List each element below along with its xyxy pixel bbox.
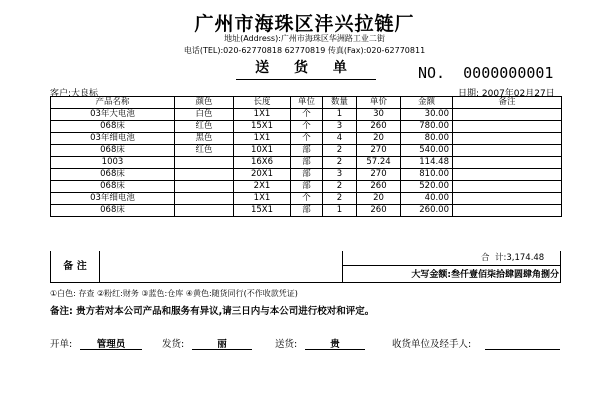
- cell-color: 黑色: [175, 133, 234, 145]
- cell-amount: 540.00: [401, 145, 453, 157]
- cell-unit: 个: [291, 193, 323, 205]
- cell-unit: 部: [291, 145, 323, 157]
- cell-quantity: 2: [323, 157, 357, 169]
- cell-length: 1X1: [234, 133, 291, 145]
- cell-unit-price: 20: [357, 133, 401, 145]
- cell-unit-price: 270: [357, 145, 401, 157]
- cell-remarks: [453, 205, 562, 217]
- cell-color: 白色: [175, 109, 234, 121]
- cell-product: 03年大电池: [51, 109, 175, 121]
- column-header-remarks: 备注: [453, 97, 562, 109]
- cell-amount: 520.00: [401, 181, 453, 193]
- cell-product: 068床: [51, 121, 175, 133]
- cell-amount: 260.00: [401, 205, 453, 217]
- cell-unit-price: 260: [357, 121, 401, 133]
- table-header-row: [51, 97, 562, 109]
- cell-unit: 个: [291, 133, 323, 145]
- cell-length: 1X1: [234, 109, 291, 121]
- cell-quantity: 2: [323, 145, 357, 157]
- company-name: 广州市海珠区沣兴拉链厂: [194, 13, 415, 35]
- cell-remarks: [453, 169, 562, 181]
- total-value: 计:3,174.48: [495, 253, 545, 263]
- cell-remarks: [453, 157, 562, 169]
- customer-label: 客户:大良标: [50, 89, 99, 99]
- cell-quantity: 3: [323, 169, 357, 181]
- cell-remarks: [453, 121, 562, 133]
- cell-remarks: [453, 133, 562, 145]
- cell-length: 15X1: [234, 205, 291, 217]
- cell-remarks: [453, 145, 562, 157]
- cell-product: 03年细电池: [51, 193, 175, 205]
- cell-unit: 部: [291, 169, 323, 181]
- total-label: 合: [481, 253, 490, 263]
- cell-product: 068床: [51, 205, 175, 217]
- cell-unit-price: 30: [357, 109, 401, 121]
- cell-unit: 部: [291, 181, 323, 193]
- cell-remarks: [453, 193, 562, 205]
- cell-color: [175, 181, 234, 193]
- cell-amount: 80.00: [401, 133, 453, 145]
- receiver-label: 收货单位及经手人:: [392, 339, 472, 350]
- cell-amount: 30.00: [401, 109, 453, 121]
- company-phone-fax: 电话(TEL):020-62770818 62770819 传真(Fax):020-62770811: [183, 46, 426, 55]
- table-row: [51, 181, 562, 193]
- column-header-color: 颜色: [175, 97, 234, 109]
- cell-color: [175, 157, 234, 169]
- cell-unit: 部: [291, 157, 323, 169]
- table-row: [51, 109, 562, 121]
- cell-quantity: 2: [323, 193, 357, 205]
- cell-color: [175, 205, 234, 217]
- totals-box: [342, 251, 561, 282]
- cell-length: 10X1: [234, 145, 291, 157]
- cell-unit-price: 57.24: [357, 157, 401, 169]
- cell-product: 1003: [51, 157, 175, 169]
- cell-unit: 个: [291, 109, 323, 121]
- company-address: 地址(Address):广州市海珠区华洲路工业二街: [224, 34, 385, 43]
- issuer-value: 管理员: [80, 336, 142, 350]
- cell-quantity: 1: [323, 109, 357, 121]
- cell-length: 16X6: [234, 157, 291, 169]
- document-number: NO. 0000000001: [418, 64, 554, 82]
- cell-amount: 40.00: [401, 193, 453, 205]
- column-header-unit: 单位: [291, 97, 323, 109]
- cell-remarks: [453, 109, 562, 121]
- column-header-product: 产品名称: [51, 97, 175, 109]
- issuer-label: 开单:: [50, 339, 73, 350]
- items-table: [50, 96, 562, 217]
- cell-product: 068床: [51, 169, 175, 181]
- cell-unit-price: 260: [357, 205, 401, 217]
- cell-unit: 部: [291, 205, 323, 217]
- cell-quantity: 1: [323, 205, 357, 217]
- table-row: [51, 157, 562, 169]
- cell-length: 20X1: [234, 169, 291, 181]
- document-title: 送 货 单: [236, 57, 376, 80]
- cell-color: [175, 169, 234, 181]
- cell-unit-price: 260: [357, 181, 401, 193]
- cell-product: 068床: [51, 181, 175, 193]
- column-header-length: 长度: [234, 97, 291, 109]
- receiver-value: [485, 336, 560, 350]
- table-row: [51, 133, 562, 145]
- cell-length: 2X1: [234, 181, 291, 193]
- cell-product: 068床: [51, 145, 175, 157]
- cell-quantity: 3: [323, 121, 357, 133]
- cell-quantity: 2: [323, 181, 357, 193]
- cell-amount: 114.48: [401, 157, 453, 169]
- table-row: [51, 169, 562, 181]
- table-row: [51, 121, 562, 133]
- column-header-amount: 金额: [401, 97, 453, 109]
- cell-product: 03年细电池: [51, 133, 175, 145]
- remarks-label: 备 注: [51, 251, 100, 282]
- shipper-label: 发货:: [162, 339, 185, 350]
- cell-remarks: [453, 181, 562, 193]
- cell-unit-price: 270: [357, 169, 401, 181]
- table-row: [51, 193, 562, 205]
- cell-unit-price: 20: [357, 193, 401, 205]
- table-row: [51, 145, 562, 157]
- deliverer-value: 贵: [305, 336, 365, 350]
- total-line: [343, 251, 561, 266]
- date-label: 日期: 2007年02月27日: [458, 89, 555, 99]
- shipper-value: 丽: [192, 336, 252, 350]
- column-header-quantity: 数量: [323, 97, 357, 109]
- cell-color: [175, 193, 234, 205]
- cell-color: 红色: [175, 121, 234, 133]
- cell-length: 1X1: [234, 193, 291, 205]
- cell-length: 15X1: [234, 121, 291, 133]
- copy-color-legend: ①白色: 存查 ②粉红:财务 ③蓝色:仓库 ④黄色:随货同行(不作收款凭证): [50, 289, 298, 298]
- notice-text: 备注: 贵方若对本公司产品和服务有异议,请三日内与本公司进行校对和评定。: [50, 306, 375, 317]
- cell-color: 红色: [175, 145, 234, 157]
- amount-in-words: 大写金额:叁仟壹佰柒拾肆圆肆角捌分: [411, 270, 559, 280]
- cell-quantity: 4: [323, 133, 357, 145]
- deliverer-label: 送货:: [275, 339, 298, 350]
- column-header-unit-price: 单价: [357, 97, 401, 109]
- cell-amount: 810.00: [401, 169, 453, 181]
- table-row: [51, 205, 562, 217]
- signature-line: [0, 336, 609, 356]
- cell-amount: 780.00: [401, 121, 453, 133]
- cell-unit: 个: [291, 121, 323, 133]
- summary-block: [50, 251, 561, 283]
